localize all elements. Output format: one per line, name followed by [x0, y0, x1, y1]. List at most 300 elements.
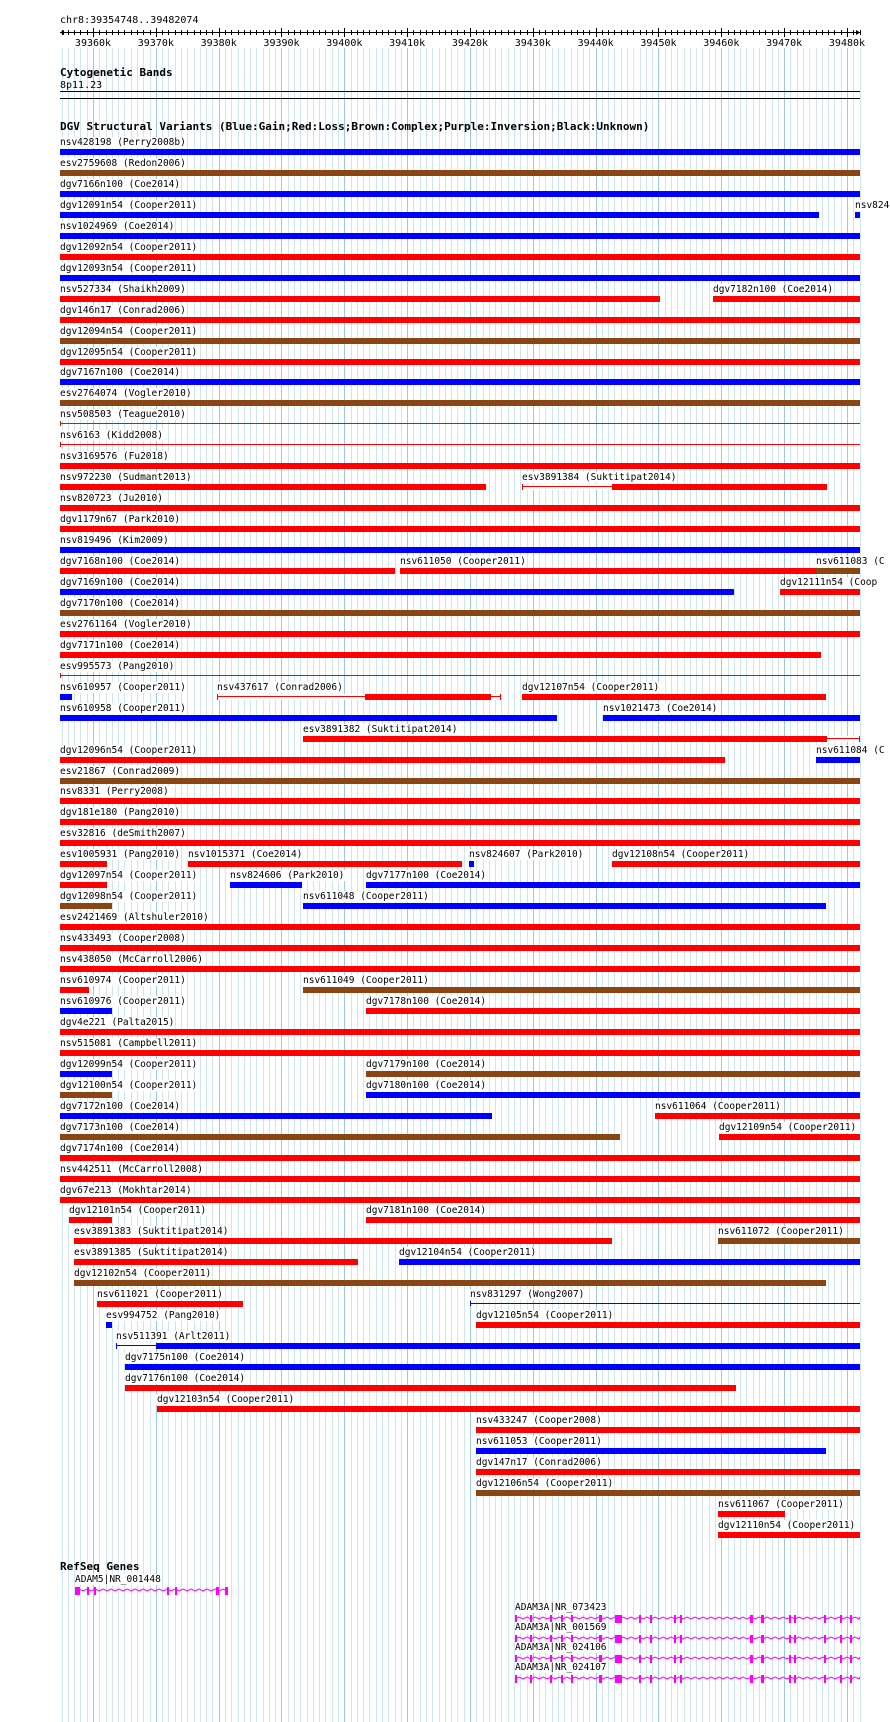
variant-thick-part	[60, 945, 860, 951]
variant-bar[interactable]	[188, 861, 462, 868]
variant-thick-part	[60, 1029, 860, 1035]
gene-exon	[840, 1635, 842, 1643]
variant-thick-part	[60, 694, 72, 700]
variant-thick-part	[60, 233, 860, 239]
variant-bar[interactable]	[366, 1008, 860, 1015]
ruler-tick-label: 39370k	[137, 38, 174, 48]
variant-label[interactable]: dgv12098n54 (Cooper2011)	[60, 891, 198, 903]
variant-thick-part	[60, 275, 860, 281]
ruler-tick-label: 39420k	[451, 38, 489, 48]
variant-thick-part	[718, 1238, 860, 1244]
variant-thick-part	[60, 757, 725, 763]
variant-bar[interactable]	[60, 1092, 112, 1099]
variant-label[interactable]: dgv7178n100 (Coe2014)	[366, 995, 487, 1007]
variant-thick-part	[74, 1259, 358, 1265]
variant-label[interactable]: nsv437617 (Conrad2006)	[217, 681, 343, 693]
variant-label[interactable]: nsv1024969 (Coe2014)	[60, 220, 175, 232]
variant-label[interactable]: dgv12110n54 (Cooper2011)	[718, 1519, 856, 1531]
variant-label[interactable]: nsv824607 (Park2010)	[469, 849, 584, 861]
variant-bar[interactable]	[718, 1511, 785, 1518]
variant-label[interactable]: nsv610974 (Cooper2011)	[60, 975, 186, 986]
variant-label[interactable]: dgv12094n54 (Cooper2011)	[60, 325, 198, 337]
dgv-track-title[interactable]: DGV Structural Variants (Blue:Gain;Red:Loss;Brown:Complex;Purple:Inversion;Black:Unknown)	[60, 120, 650, 133]
variant-thick-part	[60, 379, 860, 385]
variant-label[interactable]: esv2421469 (Altshuler2010)	[60, 912, 209, 924]
variant-label[interactable]: dgv7171n100 (Coe2014)	[60, 639, 181, 651]
variant-bar[interactable]	[60, 338, 860, 345]
variant-label[interactable]: nsv972230 (Sudmant2013)	[60, 472, 192, 484]
variant-bar[interactable]	[60, 317, 860, 324]
variant-label[interactable]: dgv12101n54 (Cooper2011)	[69, 1205, 207, 1217]
gene-exon	[850, 1655, 852, 1663]
gene-label[interactable]: ADAM3A|NR_073423	[515, 1602, 607, 1613]
variant-label[interactable]: nsv824606 (Park2010)	[230, 870, 345, 882]
variant-bar[interactable]	[60, 1134, 620, 1141]
variant-bar[interactable]	[60, 484, 486, 491]
variant-label[interactable]: nsv819496 (Kim2009)	[60, 535, 169, 547]
variant-label[interactable]: nsv610957 (Cooper2011)	[60, 681, 186, 693]
variant-end-tick	[365, 694, 366, 700]
variant-label[interactable]: nsv438050 (McCarroll2006)	[60, 954, 203, 966]
variant-bar[interactable]	[60, 903, 112, 910]
variant-bar[interactable]	[60, 882, 107, 889]
variant-label[interactable]: dgv7177n100 (Coe2014)	[366, 870, 487, 882]
variant-label[interactable]: nsv511391 (Arlt2011)	[116, 1331, 231, 1343]
variant-thick-part	[366, 1217, 860, 1223]
variant-bar[interactable]	[303, 736, 860, 743]
variant-bar[interactable]	[603, 715, 860, 722]
gene-exon	[794, 1635, 796, 1643]
variant-label[interactable]: dgv12105n54 (Cooper2011)	[476, 1310, 614, 1322]
variant-label[interactable]: nsv1015371 (Coe2014)	[188, 849, 303, 861]
variant-bar[interactable]	[60, 505, 860, 512]
variant-label[interactable]: dgv12095n54 (Cooper2011)	[60, 346, 198, 358]
variant-label[interactable]: nsv611084 (C	[816, 744, 885, 756]
variant-thick-part	[106, 1322, 112, 1328]
variant-label[interactable]: dgv7167n100 (Coe2014)	[60, 367, 181, 379]
variant-label[interactable]: dgv7168n100 (Coe2014)	[60, 556, 181, 567]
gene-label[interactable]: ADAM3A|NR_024107	[515, 1662, 607, 1673]
gene-exon	[789, 1635, 791, 1643]
variant-thick-part	[655, 1113, 860, 1119]
variant-label[interactable]: dgv12093n54 (Cooper2011)	[60, 262, 198, 274]
variant-label[interactable]: dgv7181n100 (Coe2014)	[366, 1205, 487, 1217]
variant-label[interactable]: dgv12099n54 (Cooper2011)	[60, 1058, 198, 1070]
gene-exon	[650, 1655, 652, 1663]
variant-bar[interactable]	[60, 421, 860, 428]
variant-label[interactable]: nsv442511 (McCarroll2008)	[60, 1163, 203, 1175]
variant-label[interactable]: dgv4e221 (Palta2015)	[60, 1016, 175, 1028]
variant-bar[interactable]	[476, 1448, 826, 1455]
variant-thick-part	[60, 1176, 860, 1182]
variant-bar[interactable]	[125, 1364, 860, 1371]
gene-exon	[615, 1675, 622, 1683]
variant-thick-part	[476, 1469, 860, 1475]
variant-label[interactable]: esv3891383 (Suktitipat2014)	[74, 1226, 229, 1238]
variant-thick-part	[60, 903, 112, 909]
variant-bar[interactable]	[470, 1301, 860, 1308]
variant-bar[interactable]	[522, 694, 826, 701]
variant-bar[interactable]	[60, 798, 860, 805]
gene-exon	[75, 1587, 80, 1595]
variant-bar[interactable]	[60, 275, 860, 282]
refseq-track-title[interactable]: RefSeq Genes	[60, 1560, 140, 1573]
variant-thin-line	[116, 1345, 157, 1346]
variant-bar[interactable]	[97, 1301, 243, 1308]
variant-thick-part	[603, 715, 860, 721]
variant-bar[interactable]	[60, 715, 557, 722]
variant-thin-line	[522, 486, 613, 487]
variant-bar[interactable]	[366, 1071, 860, 1078]
variant-bar[interactable]	[60, 1050, 860, 1057]
variant-label[interactable]: dgv181e180 (Pang2010)	[60, 807, 181, 819]
ruler-tick-label: 39440k	[577, 38, 614, 48]
gene-exon	[789, 1655, 791, 1663]
gene-exon	[167, 1587, 169, 1595]
variant-bar[interactable]	[60, 589, 734, 596]
variant-bar[interactable]	[60, 778, 860, 785]
variant-label[interactable]: nsv610958 (Cooper2011)	[60, 702, 186, 714]
variant-bar[interactable]	[399, 1259, 860, 1266]
variant-label[interactable]: dgv7174n100 (Coe2014)	[60, 1142, 181, 1154]
gene-intron-line	[515, 1637, 860, 1639]
gene-exon	[761, 1655, 764, 1663]
variant-bar[interactable]	[60, 1155, 860, 1162]
variant-thin-line	[490, 696, 501, 697]
variant-bar[interactable]	[217, 694, 501, 701]
variant-label[interactable]: nsv611049 (Cooper2011)	[303, 975, 429, 986]
variant-thick-part	[366, 1071, 860, 1077]
variant-bar[interactable]	[60, 757, 725, 764]
variant-bar[interactable]	[74, 1280, 826, 1287]
gene-exon	[824, 1615, 826, 1623]
variant-label[interactable]: esv994752 (Pang2010)	[106, 1310, 221, 1322]
variant-bar[interactable]	[816, 568, 860, 575]
variant-label[interactable]: nsv433247 (Cooper2008)	[476, 1414, 602, 1426]
variant-bar[interactable]	[60, 694, 72, 701]
variant-bar[interactable]	[60, 463, 860, 470]
variant-bar[interactable]	[303, 987, 860, 994]
gene-exon	[824, 1675, 826, 1683]
variant-end-tick	[490, 694, 491, 700]
variant-label[interactable]: nsv831297 (Wong2007)	[470, 1289, 585, 1301]
variant-label[interactable]: dgv12102n54 (Cooper2011)	[74, 1268, 212, 1280]
gene-exon	[639, 1655, 641, 1663]
variant-bar[interactable]	[476, 1469, 860, 1476]
variant-end-tick	[470, 1301, 471, 1306]
variant-bar[interactable]	[60, 568, 395, 575]
gene-exon	[674, 1675, 676, 1683]
variant-bar[interactable]	[60, 924, 860, 931]
variant-bar[interactable]	[60, 1197, 860, 1204]
variant-bar[interactable]	[60, 1008, 112, 1015]
variant-end-tick	[826, 736, 827, 742]
variant-thin-line	[60, 423, 860, 424]
variant-bar[interactable]	[230, 882, 302, 889]
variant-bar[interactable]	[718, 1238, 860, 1245]
variant-thick-part	[60, 778, 860, 784]
variant-end-tick	[60, 673, 61, 678]
variant-label[interactable]: nsv611083 (C	[816, 556, 885, 567]
variant-bar[interactable]	[60, 547, 860, 554]
gene-label[interactable]: ADAM3A|NR_001569	[515, 1622, 607, 1633]
variant-label[interactable]: nsv508503 (Teague2010)	[60, 409, 186, 421]
variant-label[interactable]: dgv7179n100 (Coe2014)	[366, 1058, 487, 1070]
gene-intron-line	[75, 1589, 228, 1591]
variant-label[interactable]: dgv12109n54 (Cooper2011)	[719, 1121, 857, 1133]
variant-bar[interactable]	[60, 170, 860, 177]
variant-thick-part	[60, 966, 860, 972]
variant-label[interactable]: esv32816 (deSmith2007)	[60, 828, 186, 840]
variant-label[interactable]: nsv433493 (Cooper2008)	[60, 933, 186, 945]
gene-intron-line	[515, 1617, 860, 1619]
variant-bar[interactable]	[60, 1176, 860, 1183]
variant-label[interactable]: nsv610976 (Cooper2011)	[60, 995, 186, 1007]
coordinate-ruler[interactable]	[0, 26, 890, 48]
variant-label[interactable]: dgv12097n54 (Cooper2011)	[60, 870, 198, 882]
gene-exon	[639, 1635, 641, 1643]
variant-thick-part	[60, 924, 860, 930]
variant-thick-part	[60, 798, 860, 804]
variant-bar[interactable]	[60, 233, 860, 240]
gene-label[interactable]: ADAM5|NR_001448	[75, 1574, 161, 1585]
cytoband-label: 8p11.23	[60, 80, 103, 91]
variant-bar[interactable]	[60, 212, 819, 219]
variant-label[interactable]: dgv12103n54 (Cooper2011)	[157, 1394, 295, 1405]
gene-exon	[761, 1675, 764, 1683]
variant-label[interactable]: nsv515081 (Campbell2011)	[60, 1037, 198, 1049]
variant-bar[interactable]	[60, 296, 660, 303]
variant-bar[interactable]	[74, 1259, 358, 1266]
variant-bar[interactable]	[612, 861, 860, 868]
variant-label[interactable]: nsv1021473 (Coe2014)	[603, 702, 718, 714]
variant-thick-part	[60, 1134, 620, 1140]
variant-label[interactable]: dgv7180n100 (Coe2014)	[366, 1079, 487, 1091]
variant-bar[interactable]	[855, 212, 860, 219]
variant-label[interactable]: dgv67e213 (Mokhtar2014)	[60, 1184, 192, 1196]
gene-exon	[650, 1675, 652, 1683]
variant-bar[interactable]	[60, 840, 860, 847]
variant-label[interactable]: esv3891385 (Suktitipat2014)	[74, 1247, 229, 1259]
variant-end-tick	[217, 694, 218, 700]
variant-bar[interactable]	[469, 861, 474, 868]
variant-thin-line	[217, 696, 366, 697]
variant-label[interactable]: nsv611021 (Cooper2011)	[97, 1289, 223, 1301]
variant-label[interactable]: nsv428198 (Perry2008b)	[60, 137, 186, 148]
variant-thick-part	[522, 694, 826, 700]
variant-label[interactable]: esv21867 (Conrad2009)	[60, 765, 181, 777]
variant-label[interactable]: dgv1179n67 (Park2010)	[60, 514, 181, 526]
variant-bar[interactable]	[60, 673, 860, 680]
variant-label[interactable]: nsv6163 (Kidd2008)	[60, 430, 163, 442]
variant-bar[interactable]	[719, 1134, 860, 1141]
variant-thick-part	[69, 1217, 112, 1223]
variant-label[interactable]: nsv820723 (Ju2010)	[60, 493, 163, 505]
variant-bar[interactable]	[60, 966, 860, 973]
variant-bar[interactable]	[74, 1238, 612, 1245]
variant-thin-line	[60, 444, 860, 445]
variant-label[interactable]: dgv7173n100 (Coe2014)	[60, 1121, 181, 1133]
variant-bar[interactable]	[400, 568, 827, 575]
variant-label[interactable]: dgv12091n54 (Cooper2011)	[60, 199, 198, 211]
variant-label[interactable]: dgv147n17 (Conrad2006)	[476, 1456, 602, 1468]
variant-thin-line	[470, 1303, 860, 1304]
variant-label[interactable]: dgv7182n100 (Coe2014)	[713, 283, 834, 295]
variant-label[interactable]: nsv611050 (Cooper2011)	[400, 556, 526, 567]
variant-bar[interactable]	[522, 484, 827, 491]
gene-model[interactable]	[515, 1674, 860, 1684]
variant-label[interactable]: dgv7172n100 (Coe2014)	[60, 1100, 181, 1112]
gene-exon	[850, 1615, 852, 1623]
variant-bar[interactable]	[60, 379, 860, 386]
variant-thick-part	[60, 589, 734, 595]
ruler-tick-label: 39480k	[828, 38, 866, 48]
variant-label[interactable]: dgv12104n54 (Cooper2011)	[399, 1247, 537, 1259]
variant-label[interactable]: esv2759608 (Redon2006)	[60, 157, 186, 169]
variant-thick-part	[74, 1238, 612, 1244]
variant-label[interactable]: nsv824	[855, 199, 890, 211]
variant-thick-part	[476, 1490, 860, 1496]
variant-bar[interactable]	[366, 1217, 860, 1224]
variant-thick-part	[60, 631, 860, 637]
variant-bar[interactable]	[157, 1406, 860, 1413]
variant-label[interactable]: nsv611067 (Cooper2011)	[718, 1498, 844, 1510]
variant-label[interactable]: nsv527334 (Shaikh2009)	[60, 283, 186, 295]
variant-label[interactable]: esv2764074 (Vogler2010)	[60, 388, 192, 400]
variant-thick-part	[74, 1280, 826, 1286]
variant-bar[interactable]	[60, 861, 107, 868]
variant-thick-part	[476, 1427, 860, 1433]
variant-label[interactable]: dgv12111n54 (Coop	[780, 576, 878, 588]
variant-bar[interactable]	[60, 1071, 112, 1078]
variant-thick-part	[60, 882, 107, 888]
variant-bar[interactable]	[60, 526, 860, 533]
gene-exon	[680, 1675, 682, 1683]
variant-label[interactable]: nsv611048 (Cooper2011)	[303, 891, 429, 903]
variant-label[interactable]: dgv7175n100 (Coe2014)	[125, 1352, 246, 1364]
variant-bar[interactable]	[60, 400, 860, 407]
variant-bar[interactable]	[366, 1092, 860, 1099]
gene-model[interactable]	[75, 1586, 228, 1596]
variant-bar[interactable]	[60, 610, 860, 617]
variant-bar[interactable]	[366, 882, 860, 889]
variant-bar[interactable]	[60, 945, 860, 952]
variant-label[interactable]: dgv7170n100 (Coe2014)	[60, 597, 181, 609]
variant-thick-part	[303, 903, 826, 909]
variant-bar[interactable]	[60, 191, 860, 198]
variant-label[interactable]: nsv611072 (Cooper2011)	[718, 1226, 844, 1238]
variant-bar[interactable]	[476, 1427, 860, 1434]
variant-bar[interactable]	[60, 987, 89, 994]
variant-bar[interactable]	[60, 652, 821, 659]
variant-bar[interactable]	[60, 631, 860, 638]
cytoband-track-title[interactable]: Cytogenetic Bands	[60, 66, 173, 79]
variant-thick-part	[60, 1113, 492, 1119]
variant-label[interactable]: dgv12106n54 (Cooper2011)	[476, 1477, 614, 1489]
variant-label[interactable]: esv2761164 (Vogler2010)	[60, 618, 192, 630]
variant-label[interactable]: dgv7176n100 (Coe2014)	[125, 1373, 246, 1385]
variant-label[interactable]: nsv611053 (Cooper2011)	[476, 1435, 602, 1447]
variant-bar[interactable]	[713, 296, 860, 303]
variant-bar[interactable]	[60, 1113, 492, 1120]
variant-label[interactable]: dgv12108n54 (Cooper2011)	[612, 849, 750, 861]
variant-thick-part	[97, 1301, 243, 1307]
variant-bar[interactable]	[780, 589, 860, 596]
position-readout: chr8:39354748..39482074	[60, 15, 199, 26]
gene-exon	[840, 1655, 842, 1663]
variant-bar[interactable]	[60, 819, 860, 826]
gene-exon	[824, 1635, 826, 1643]
variant-thick-part	[612, 861, 860, 867]
variant-bar[interactable]	[655, 1113, 860, 1120]
variant-bar[interactable]	[60, 149, 860, 156]
variant-thick-part	[60, 840, 860, 846]
variant-thick-part	[713, 296, 860, 302]
variant-bar[interactable]	[476, 1322, 860, 1329]
variant-label[interactable]: esv3891382 (Suktitipat2014)	[303, 723, 458, 735]
variant-label[interactable]: esv1005931 (Pang2010)	[60, 849, 181, 861]
variant-label[interactable]: dgv12107n54 (Cooper2011)	[522, 681, 660, 693]
variant-bar[interactable]	[116, 1343, 860, 1350]
gene-exon	[599, 1675, 602, 1683]
variant-bar[interactable]	[60, 1029, 860, 1036]
variant-thin-line	[826, 738, 860, 739]
variant-label[interactable]: esv995573 (Pang2010)	[60, 660, 175, 672]
gene-exon	[615, 1615, 622, 1623]
variant-label[interactable]: dgv12092n54 (Cooper2011)	[60, 241, 198, 253]
variant-bar[interactable]	[60, 254, 860, 261]
gene-exon	[680, 1615, 682, 1623]
gene-exon	[615, 1635, 622, 1643]
variant-bar[interactable]	[816, 757, 860, 764]
variant-end-tick	[500, 694, 501, 700]
variant-label[interactable]: dgv146n17 (Conrad2006)	[60, 304, 186, 316]
variant-label[interactable]: dgv12096n54 (Cooper2011)	[60, 744, 198, 756]
variant-label[interactable]: nsv3169576 (Fu2018)	[60, 451, 169, 463]
variant-thick-part	[60, 317, 860, 323]
gene-exon	[615, 1655, 622, 1663]
variant-thick-part	[60, 652, 821, 658]
variant-bar[interactable]	[125, 1385, 736, 1392]
variant-thick-part	[816, 757, 860, 763]
variant-label[interactable]: dgv7166n100 (Coe2014)	[60, 178, 181, 190]
variant-thick-part	[188, 861, 462, 867]
variant-bar[interactable]	[60, 442, 860, 449]
gene-exon	[650, 1615, 652, 1623]
gene-label[interactable]: ADAM3A|NR_024106	[515, 1642, 607, 1653]
variant-label[interactable]: dgv12100n54 (Cooper2011)	[60, 1079, 198, 1091]
variant-bar[interactable]	[718, 1532, 860, 1539]
gene-intron-line	[515, 1657, 860, 1659]
variant-label[interactable]: dgv7169n100 (Coe2014)	[60, 576, 181, 588]
variant-bar[interactable]	[106, 1322, 112, 1329]
variant-thick-part	[366, 1008, 860, 1014]
variant-thick-part	[780, 589, 860, 595]
ruler-tick-label: 39450k	[640, 38, 677, 48]
variant-thick-part	[60, 254, 860, 260]
gene-exon	[674, 1655, 676, 1663]
variant-thick-part	[60, 1197, 860, 1203]
variant-bar[interactable]	[476, 1490, 860, 1497]
variant-bar[interactable]	[60, 359, 860, 366]
variant-bar[interactable]	[303, 903, 826, 910]
variant-label[interactable]: nsv611064 (Cooper2011)	[655, 1100, 781, 1112]
variant-label[interactable]: esv3891384 (Suktitipat2014)	[522, 472, 677, 484]
variant-thick-part	[60, 610, 860, 616]
variant-bar[interactable]	[69, 1217, 112, 1224]
variant-label[interactable]: nsv8331 (Perry2008)	[60, 786, 169, 798]
variant-thick-part	[60, 547, 860, 553]
